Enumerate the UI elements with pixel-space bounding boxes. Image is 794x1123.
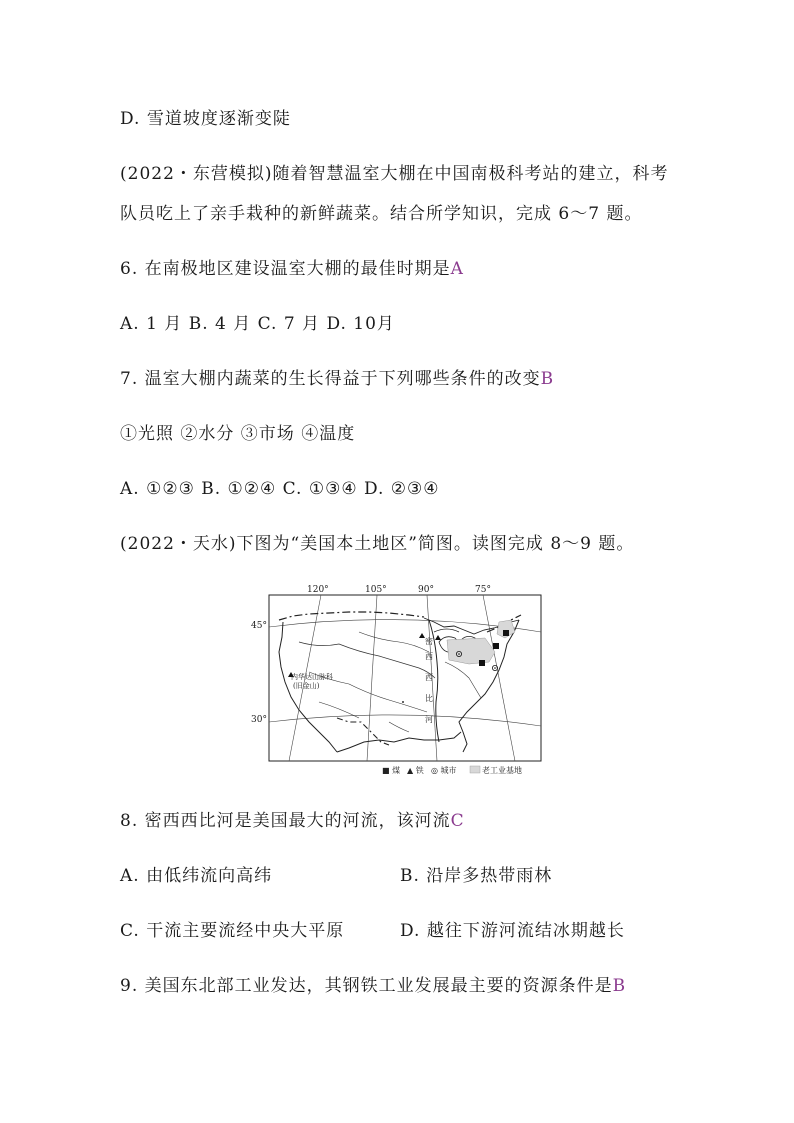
river-char-5: 河: [425, 715, 433, 724]
question-8-stem: 8. 密西西比河是美国最大的河流，该河流: [120, 811, 451, 831]
question-9-stem: 9. 美国东北部工业发达，其钢铁工业发展最主要的资源条件是: [120, 976, 613, 996]
mountain-label-city: (旧金山): [293, 682, 320, 690]
lon-label-75: 75°: [475, 585, 491, 595]
coal-marker: [493, 643, 499, 649]
question-7: [120, 368, 554, 390]
question-8-row-2: [120, 920, 625, 942]
question-8: [120, 810, 465, 832]
river-char-3: 西: [425, 673, 433, 682]
lat-label-30: 30°: [251, 715, 267, 725]
industrial-base-area: [447, 638, 495, 664]
question-6-stem: 6. 在南极地区建设温室大棚的最佳时期是: [120, 259, 451, 279]
question-7-options: A. ①②③ B. ①②④ C. ①③④ D. ②③④: [120, 479, 440, 499]
legend-industrial-base: 老工业基地: [482, 766, 522, 775]
intro-8-9: (2022・天水)下图为“美国本土地区”简图。读图完成 8～9 题。: [120, 534, 635, 554]
mountain-label: 内华达山脉科: [291, 673, 333, 681]
city-marker-dot: [402, 701, 404, 703]
coal-marker: [503, 630, 509, 636]
legend-coal: ■ 煤: [382, 766, 401, 775]
legend-industrial-swatch: [470, 766, 480, 773]
question-8-answer: C: [450, 811, 465, 831]
question-9-answer: B: [612, 976, 627, 996]
question-7-stem: 7. 温室大棚内蔬菜的生长得益于下列哪些条件的改变: [120, 369, 541, 389]
question-7-answer: B: [540, 369, 555, 389]
lat-label-45: 45°: [251, 621, 267, 631]
question-6-answer: A: [450, 259, 464, 279]
city-marker-dot: [458, 653, 460, 655]
river-char-1: 密: [425, 637, 433, 646]
question-9: [120, 975, 626, 997]
q5-option-d: D. 雪道坡度逐渐变陡: [120, 109, 291, 129]
question-8-option-a: A. 由低纬流向高纬: [120, 866, 273, 886]
city-marker-dot: [494, 667, 496, 669]
river-char-4: 比: [425, 694, 433, 703]
legend-iron: ▲ 铁: [407, 766, 424, 775]
lon-label-90: 90°: [418, 585, 434, 595]
lon-label-120: 120°: [307, 585, 329, 595]
usa-map: [249, 582, 549, 778]
coal-marker: [479, 660, 485, 666]
intro-6-7-line1: (2022・东营模拟)随着智慧温室大棚在中国南极科考站的建立，科考: [120, 164, 669, 184]
lon-label-105: 105°: [365, 585, 387, 595]
river-char-2: 西: [425, 652, 433, 661]
question-6: [120, 258, 464, 280]
question-8-row-1: [120, 865, 552, 887]
usa-map-figure: [249, 582, 549, 778]
legend-city: ◎ 城市: [431, 766, 457, 775]
question-8-option-d: D. 越往下游河流结冰期越长: [400, 921, 625, 941]
question-8-option-b: B. 沿岸多热带雨林: [400, 866, 553, 886]
intro-6-7-line2: 队员吃上了亲手栽种的新鲜蔬菜。结合所学知识，完成 6～7 题。: [120, 204, 643, 224]
question-6-options: A. 1 月 B. 4 月 C. 7 月 D. 10月: [120, 314, 395, 334]
question-7-conditions: ①光照 ②水分 ③市场 ④温度: [120, 424, 356, 444]
question-8-option-c: C. 干流主要流经中央大平原: [120, 921, 345, 941]
